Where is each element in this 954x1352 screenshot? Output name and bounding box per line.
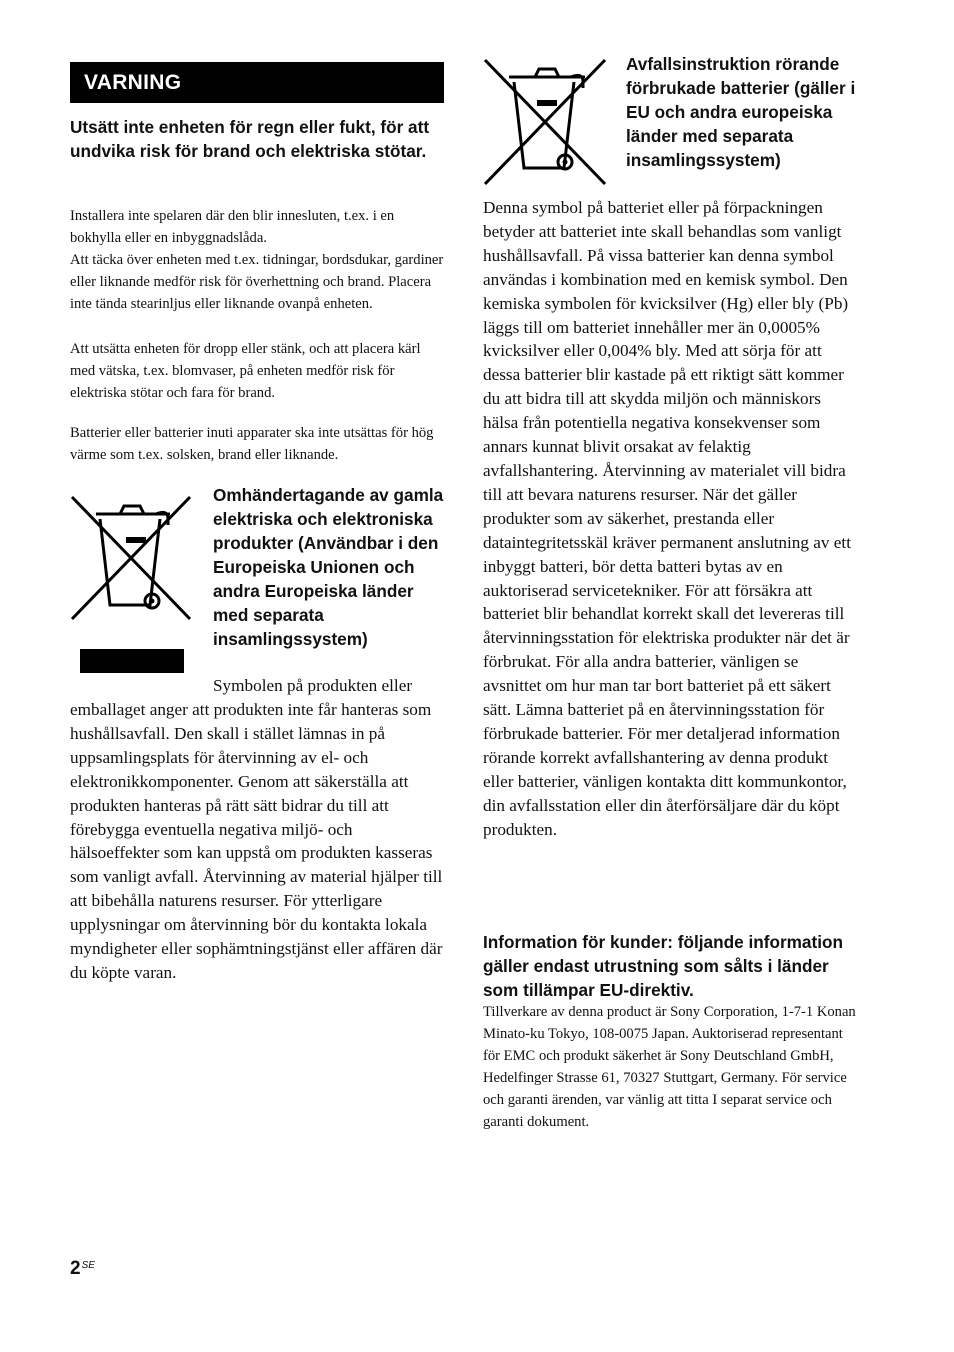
page-language-suffix: SE (81, 1260, 95, 1271)
eu-body: Tillverkare av denna product är Sony Corporation, 1-7-1 Konan Minato-ku Tokyo, 108-0075 Japan. Auktoriserad representant för EMC och produkt säkerhet är Sony Deutschland GmbH, Hedelfinger Strasse 61, 70327 Stuttgart, Germany. För service och garanti ärenden, var vänlig att titta I separat service och garanti dokument. (483, 1004, 856, 1130)
warning-heading: Utsätt inte enheten för regn eller fukt, för att undvika risk för brand och elektriska stötar. (70, 117, 430, 161)
battery-body: Denna symbol på batteriet eller på förpackningen betyder att batteriet inte skall behandlas som vanligt hushållsavfall. På vissa batterier kan denna symbol användas i kombination med en kemisk symbol. Den kemiska symbolen för kvicksilver (Hg) eller bly (Pb) läggs till om batteriet innehåller mer än 0,0005% kvicksilver eller 0,004% bly. Med att sörja för att dessa batterier blir kastade på ett riktigt sätt kommer du att bidra till att skydda miljön och människors hälsa från potentiella negativa konsekvenser som annars kunnat blivit orsakat av felaktig avfallshantering. Återvinning av materialet vill bidra till att bevara naturens resurser. När det gäller produkter som av säkerhet, prestanda eller dataintegritetsskäl kräver permanent anslutning av ett inbyggt batteri, bör detta batteri bytas av en auktoriserad servicetekniker. För att försäkra att batteriet blir behandlat korrekt skall det levereras till återvinningsstation för elektriska produkter när det är förbrukat. För alla andra batterier, vänligen se avsnittet om hur man tar bort batteriet på ett säkert sätt. Lämna batteriet på en återvinningsstation för förbrukade batterier. För mer detaljerad information rörande korrekt avfallshantering av denna produkt eller batterier, vänligen kontakta ditt kommunkontor, din avfallsstation eller din återförsäljare där du köpt produkten. (483, 198, 851, 839)
crossed-out-wheelie-bin-icon (483, 58, 607, 188)
weee-body-first-line: Symbolen på produkten eller (213, 676, 413, 695)
crossed-out-wheelie-bin-icon (70, 495, 192, 675)
page-number-value: 2 (70, 1258, 81, 1279)
weee-body: emballaget anger att produkten inte får hanteras som hushållsavfall. Den skall i stället lämnas in på uppsamlingsplats för återvinning av el- och elektronikkomponenter. Genom att säkerställa att produkten hanteras på rätt sätt bidrar du till att förebygga eventuella negativa miljö- och hälsoeffekter som kan uppstå om produkten kasseras som vanligt avfall. Återvinning av material hjälper till att bibehålla naturens resurser. För ytterligare upplysningar om återvinning bör du kontakta lokala myndigheter eller sophämtningstjänst eller affären där du köpte varan. (70, 700, 443, 982)
eu-heading: Information för kunder: följande information gäller endast utrustning som sålts i länder som tillämpar EU-direktiv. (483, 932, 843, 1000)
page-number (70, 1258, 95, 1280)
battery-heading: Avfallsinstruktion rörande förbrukade batterier (gäller i EU och andra europeiska länder med separata insamlingssystem) (626, 54, 856, 170)
battery-heat-paragraph: Batterier eller batterier inuti apparater ska inte utsättas för hög värme som t.ex. solsken, brand eller liknande. (70, 425, 434, 463)
warning-paragraph-3: Att utsätta enheten för dropp eller stänk, och att placera kärl med vätska, t.ex. blomvaser, på enheten medför risk för elektriska stötar och fara för brand. (70, 341, 421, 401)
warning-paragraph-1: Installera inte spelaren där den blir innesluten, t.ex. i en bokhylla eller en inbyggnadslåda. (70, 208, 395, 246)
weee-heading: Omhändertagande av gamla elektriska och elektroniska produkter (Användbar i den Europeiska Unionen och andra Europeiska länder med separata insamlingssystem) (213, 485, 444, 649)
warning-paragraph-2: Att täcka över enheten med t.ex. tidningar, bordsdukar, gardiner eller liknande medför risk för överhettning och brand. Placera inte tända stearinljus eller liknande ovanpå enheten. (70, 252, 444, 312)
warning-banner: VARNING (70, 62, 444, 103)
